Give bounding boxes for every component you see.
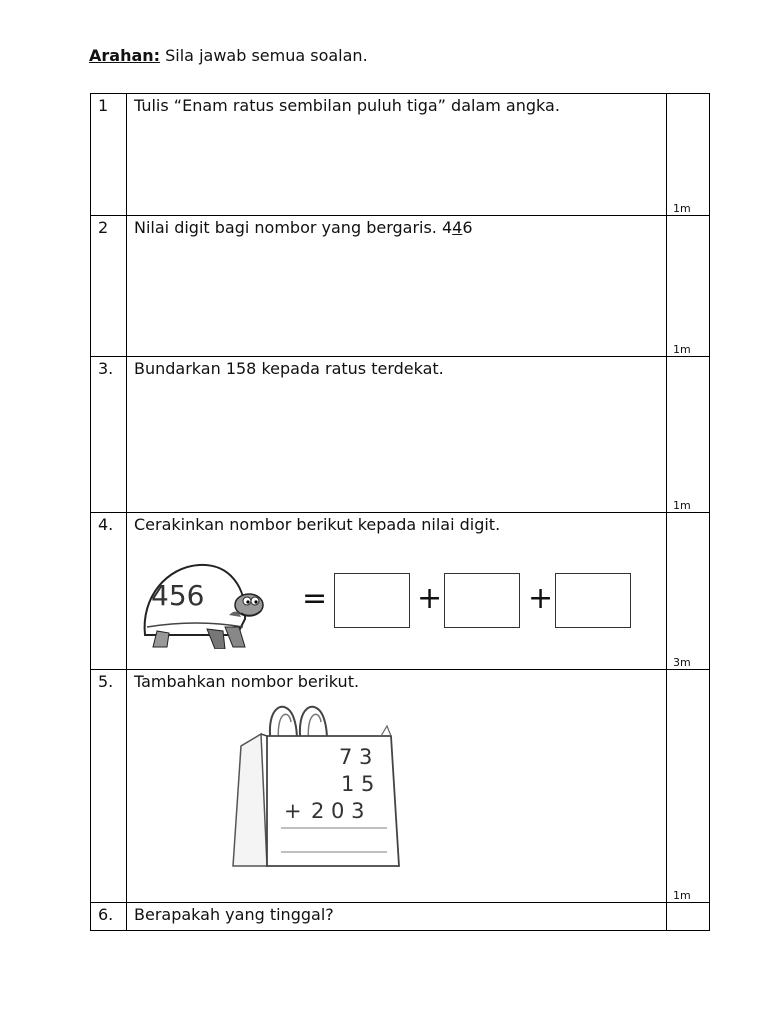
question-cell: [127, 513, 667, 670]
question-row-1: [91, 94, 710, 216]
mark-label: 1m: [673, 343, 691, 356]
shopping-bag-image: [231, 696, 413, 876]
answer-box-tens[interactable]: [444, 573, 520, 628]
question-text: Tulis “Enam ratus sembilan puluh tiga” dalam angka.: [127, 94, 667, 216]
question-text-part: Nilai digit bagi nombor yang bergaris. 4: [134, 218, 453, 237]
plus-sign: +: [417, 581, 443, 616]
mark-cell: [667, 670, 710, 903]
mark-cell: [667, 903, 710, 931]
question-number: 4.: [91, 513, 127, 670]
plus-sign: +: [528, 581, 554, 616]
mark-label: 1m: [673, 889, 691, 902]
question-text: Bundarkan 158 kepada ratus terdekat.: [127, 357, 667, 513]
addend-2: 1 5: [341, 772, 375, 796]
underlined-digit: 4: [452, 218, 463, 237]
question-row-4: [91, 513, 710, 670]
question-number: 1: [91, 94, 127, 216]
answer-box-ones[interactable]: [555, 573, 631, 628]
question-table: [90, 93, 710, 931]
addend-3: 2 0 3: [311, 799, 365, 823]
question-row-6: [91, 903, 710, 931]
mark-label: 1m: [673, 499, 691, 512]
mark-cell: [667, 513, 710, 670]
question-text: Berapakah yang tinggal?: [127, 903, 667, 931]
question-text: [127, 216, 667, 357]
question-text: Cerakinkan nombor berikut kepada nilai digit.: [134, 515, 501, 534]
question-number: 6.: [91, 903, 127, 931]
question-number: 3.: [91, 357, 127, 513]
answer-box-hundreds[interactable]: [334, 573, 410, 628]
question-number: 5.: [91, 670, 127, 903]
question-text-part: 6: [462, 218, 473, 237]
plus-operator: +: [284, 799, 302, 823]
mark-label: 3m: [673, 656, 691, 669]
mark-cell: [667, 94, 710, 216]
mark-cell: [667, 216, 710, 357]
tortoise-image: [137, 557, 267, 649]
question-number: 2: [91, 216, 127, 357]
mark-label: 1m: [673, 202, 691, 215]
question-row-3: [91, 357, 710, 513]
question-row-2: [91, 216, 710, 357]
equals-sign: =: [302, 581, 328, 616]
instruction-label: Arahan:: [89, 46, 161, 65]
instruction: [89, 46, 368, 65]
tortoise-number: 456: [151, 579, 205, 612]
question-text: Tambahkan nombor berikut.: [134, 672, 360, 691]
question-cell: [127, 670, 667, 903]
mark-cell: [667, 357, 710, 513]
question-row-5: [91, 670, 710, 903]
addend-1: 7 3: [339, 745, 373, 769]
instruction-text: Sila jawab semua soalan.: [160, 46, 368, 65]
